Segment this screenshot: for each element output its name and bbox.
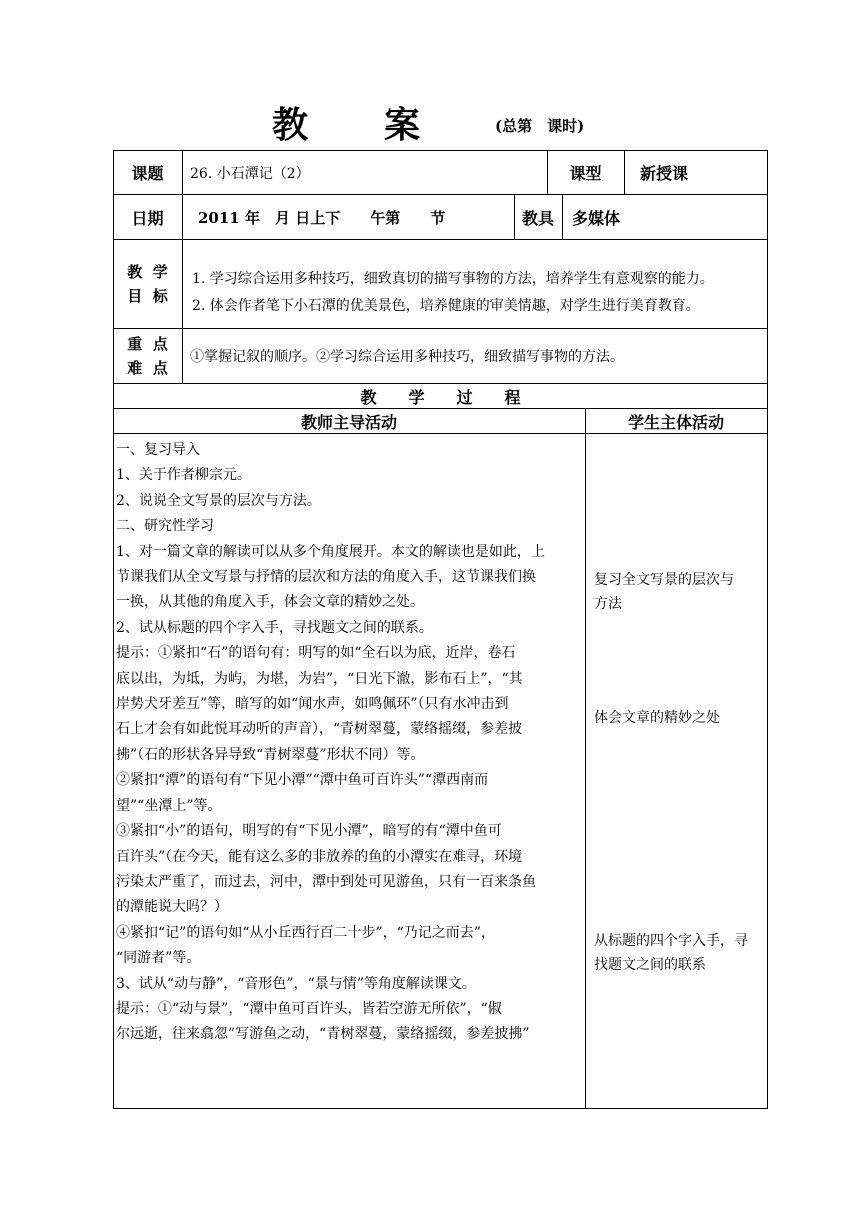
teacher-line: 提示：①“动与景”，“潭中鱼可百许头，皆若空游无所依”，“俶: [116, 1000, 502, 1017]
teacher-line: 百许头”（在今天，能有这么多的非放养的鱼的小潭实在难寻，环境: [116, 848, 523, 865]
teacher-line: 尔远逝，往来翕忽”写游鱼之动，“青树翠蔓，蒙络摇缀，参差披拂”: [116, 1026, 530, 1043]
teacher-line: 底以出，为坻，为屿，为堪，为岩”，“日光下澈，影布石上”，“其: [116, 670, 523, 687]
student-note-line: 体会文章的精妙之处: [594, 710, 720, 726]
teacher-line: 污染太严重了，而过去，河中，潭中到处可见游鱼，只有一百来条鱼: [116, 873, 536, 890]
tools-value: 多媒体: [572, 208, 621, 228]
document-title: [0, 100, 860, 150]
teacher-line: 1、关于作者柳宗元。: [116, 467, 251, 484]
teacher-line: 拂”（石的形状各异导致“青树翠蔓”形状不同）等。: [116, 746, 425, 763]
focus-label-line-2: 难 点: [127, 359, 168, 377]
student-note-3: [594, 929, 764, 977]
teacher-line: 的潭能说大吗？）: [116, 899, 228, 916]
title-subtitle: (总第 课时): [495, 117, 585, 135]
teacher-line: 一换，从其他的角度入手，体会文章的精妙之处。: [116, 594, 424, 611]
goal-item-2: 2. 体会作者笔下小石潭的优美景色，培养健康的审美情趣，对学生进行美育教育。: [192, 298, 700, 314]
teacher-line: 3、试从“动与静”，“音形色”，“景与情”等角度解读课文。: [116, 975, 476, 992]
student-note-line: 方法: [594, 596, 622, 612]
topic-label: 课题: [131, 164, 164, 183]
focus-label-line-1: 重 点: [127, 335, 168, 353]
teacher-line: 二、研究性学习: [116, 518, 214, 535]
teacher-line: 提示：①紧扣“石”的语句有：明写的如“全石以为底，近岸，卷石: [116, 645, 516, 662]
goals-label-line-2: 目 标: [127, 287, 168, 305]
process-title: 教 学 过 程: [360, 387, 521, 407]
goals-label-line-1: 教 学: [127, 263, 168, 281]
teacher-line: 一、复习导入: [116, 442, 200, 458]
focus-text: ①掌握记叙的顺序。②学习综合运用多种技巧，细致描写事物的方法。: [190, 349, 624, 365]
teacher-line: 节课我们从全文写景与抒情的层次和方法的角度入手，这节课我们换: [116, 569, 536, 586]
teacher-line: 1、对一篇文章的解读可以从多个角度展开。本文的解读也是如此，上: [116, 543, 545, 560]
topic-value: 26. 小石潭记（2）: [190, 165, 310, 182]
student-note-1: [594, 568, 764, 616]
goal-item-1: 1. 学习综合运用多种技巧，细致真切的描写事物的方法，培养学生有意观察的能力。: [192, 271, 714, 287]
student-header: 学生主体活动: [627, 412, 724, 432]
student-note-line: 复习全文写景的层次与: [594, 572, 734, 588]
teacher-line: 望”“坐潭上”等。: [116, 797, 222, 814]
tools-label: 教具: [521, 208, 554, 228]
teacher-header: 教师主导活动: [300, 412, 397, 432]
teacher-line: 2、说说全文写景的层次与方法。: [116, 492, 321, 509]
date-value: 2011 年 月 日上下 午第 节: [198, 208, 446, 227]
teacher-activities: [116, 438, 582, 1048]
title-char-1: 教: [272, 104, 309, 146]
student-note-line: 找题文之间的联系: [594, 957, 706, 973]
teacher-line: “同游者”等。: [116, 950, 201, 967]
focus-label: [113, 329, 182, 383]
teacher-line: 石上才会有如此悦耳动听的声音），“青树翠蔓，蒙络摇缀，参差披: [116, 721, 523, 738]
teacher-line: ④紧扣“记”的语句如“从小丘西行百二十步”，“乃记之而去”，: [116, 924, 495, 941]
teacher-line: ③紧扣“小”的语句，明写的有“下见小潭”，暗写的有“潭中鱼可: [116, 823, 502, 840]
teacher-line: 岸势犬牙差互”等，暗写的如“闻水声，如鸣佩环”（只有水冲击到: [116, 696, 509, 713]
teacher-line: 2、试从标题的四个字入手，寻找题文之间的联系。: [116, 619, 433, 636]
type-value: 新授课: [640, 164, 689, 183]
teacher-line: ②紧扣“潭”的语句有“下见小潭”“潭中鱼可百许头”“潭西南而: [116, 772, 489, 789]
title-char-2: 案: [384, 104, 421, 146]
student-note-2: [594, 706, 764, 730]
type-label: 课型: [569, 164, 602, 183]
date-label: 日期: [131, 208, 164, 228]
student-note-line: 从标题的四个字入手，寻: [594, 933, 748, 949]
goals-label: [113, 240, 182, 328]
